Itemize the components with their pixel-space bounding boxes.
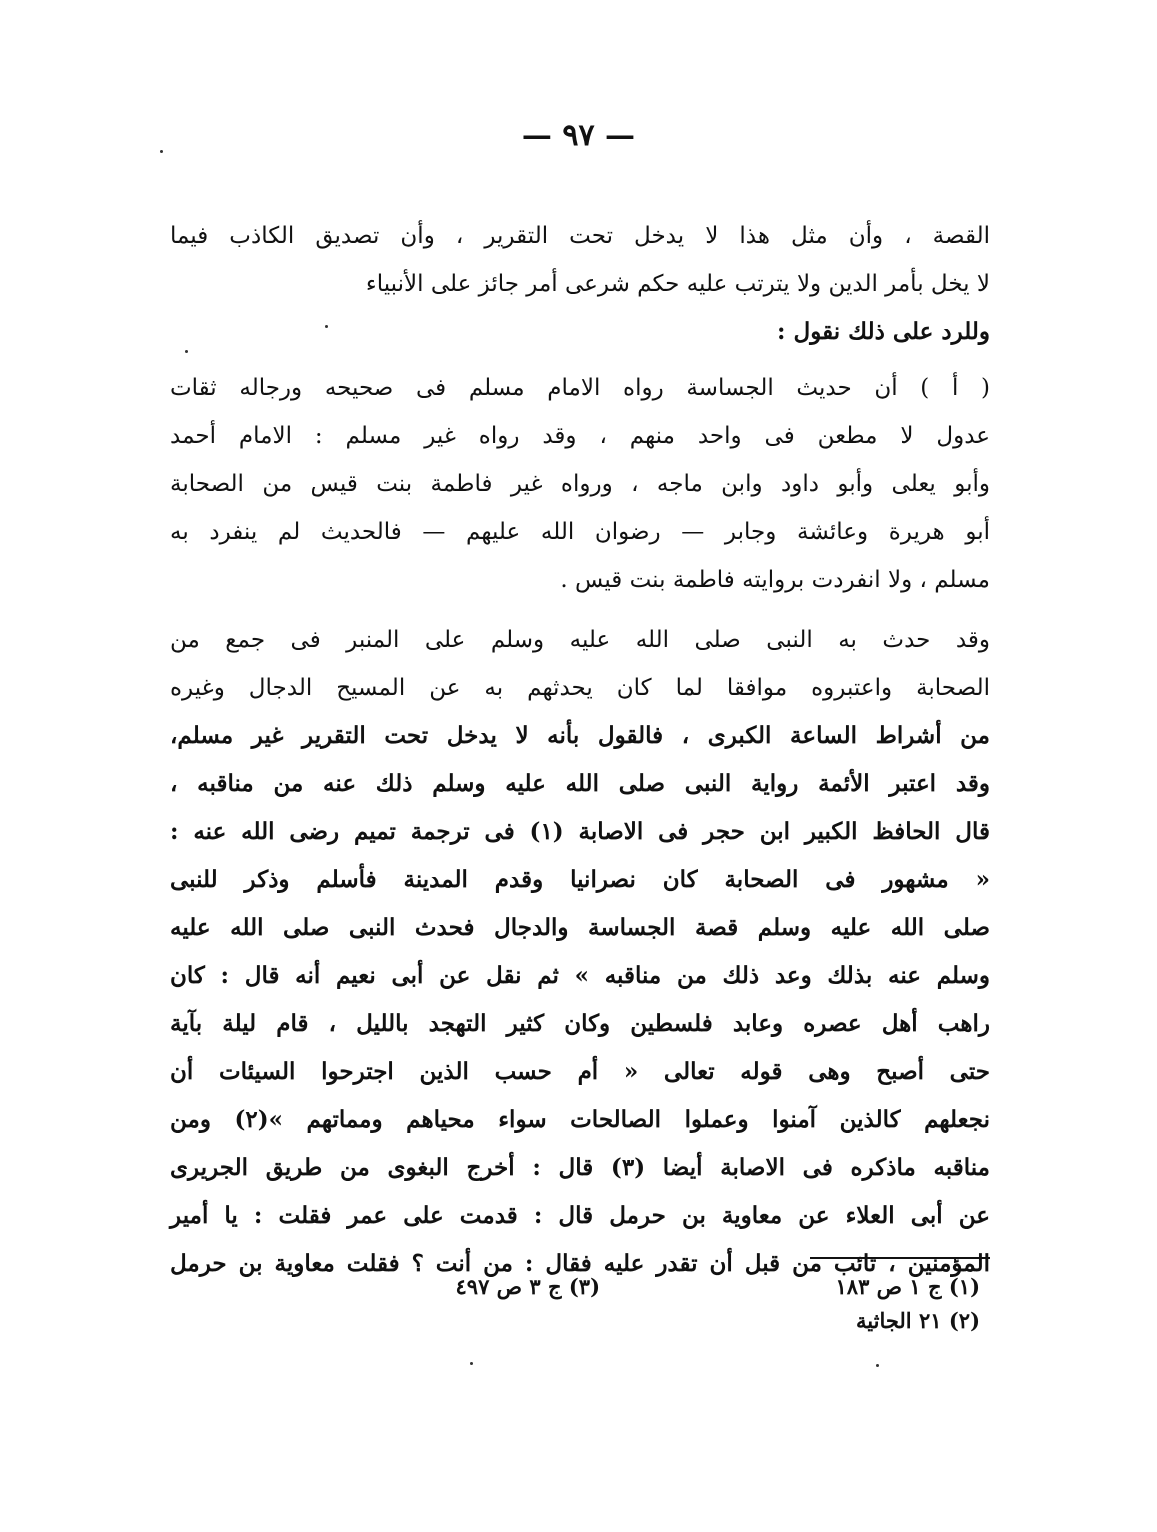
footnote: (٢) ٢١ الجاثية [856,1308,980,1333]
text-line: قال الحافظ الكبير ابن حجر فى الاصابة (١) فى ترجمة تميم رضى الله عنه : [170,818,990,845]
main-text [170,212,990,1288]
page-number: — ٩٧ — [521,118,636,153]
text-line: ( أ ) أن حديث الجساسة رواه الامام مسلم فى صحيحه ورجاله ثقات [170,375,990,401]
scan-speck [876,1364,879,1367]
text-line: صلى الله عليه وسلم قصة الجساسة والدجال فحدث النبى صلى الله عليه [170,914,990,941]
text-line: حتى أصبح وهى قوله تعالى « أم حسب الذين اجترحوا السيئات أن [170,1058,990,1085]
text-line: لا يخل بأمر الدين ولا يترتب عليه حكم شرعى أمر جائز على الأنبياء [365,271,990,297]
section-heading: وللرد على ذلك نقول : [777,318,990,345]
text-line: وقد اعتبر الأئمة رواية النبى صلى الله عليه وسلم ذلك عنه من مناقبه ، [170,770,990,797]
text-line: المؤمنين ، تائب من قبل أن تقدر عليه فقال : من أنت ؟ فقلت معاوية بن حرمل [170,1250,990,1277]
text-line: وقد حدث به النبى صلى الله عليه وسلم على المنبر فى جمع من [170,627,990,653]
scan-speck [185,350,188,353]
text-line: « مشهور فى الصحابة كان نصرانيا وقدم المدينة فأسلم وذكر للنبى [170,866,990,893]
text-line: وأبو يعلى وأبو داود وابن ماجه ، ورواه غير فاطمة بنت قيس من الصحابة [170,471,990,497]
text-line: نجعلهم كالذين آمنوا وعملوا الصالحات سواء محياهم ومماتهم »(٢) ومن [170,1106,990,1133]
text-line: مناقبه ماذكره فى الاصابة أيضا (٣) قال : أخرج البغوى من طريق الجريرى [170,1154,990,1181]
scan-speck [470,1362,473,1365]
text-line: عن أبى العلاء عن معاوية بن حرمل قال : قدمت على عمر فقلت : يا أمير [170,1202,990,1229]
text-line: الصحابة واعتبروه موافقا لما كان يحدثهم به عن المسيح الدجال وغيره [170,675,990,701]
scan-speck [325,325,328,328]
footnote: (١) ج ١ ص ١٨٣ [835,1274,980,1299]
footnote: (٣) ج ٣ ص ٤٩٧ [455,1274,600,1299]
text-line: راهب أهل عصره وعابد فلسطين وكان كثير التهجد بالليل ، قام ليلة بآية [170,1010,990,1037]
text-line: أبو هريرة وعائشة وجابر — رضوان الله عليهم — فالحديث لم ينفرد به [170,519,990,545]
text-line: وسلم عنه بذلك وعد ذلك من مناقبه » ثم نقل عن أبى نعيم أنه قال : كان [170,962,990,989]
scan-speck [160,150,163,153]
text-line: من أشراط الساعة الكبرى ، فالقول بأنه لا يدخل تحت التقرير غير مسلم، [170,722,990,749]
footnote-divider [810,1257,990,1259]
footnotes-right-column [740,1270,980,1338]
footnotes-left-column [340,1270,600,1304]
text-line: مسلم ، ولا انفردت بروايته فاطمة بنت قيس . [560,567,990,593]
text-line: القصة ، وأن مثل هذا لا يدخل تحت التقرير ، وأن تصديق الكاذب فيما [170,223,990,249]
text-line: عدول لا مطعن فى واحد منهم ، وقد رواه غير مسلم : الامام أحمد [170,423,990,449]
